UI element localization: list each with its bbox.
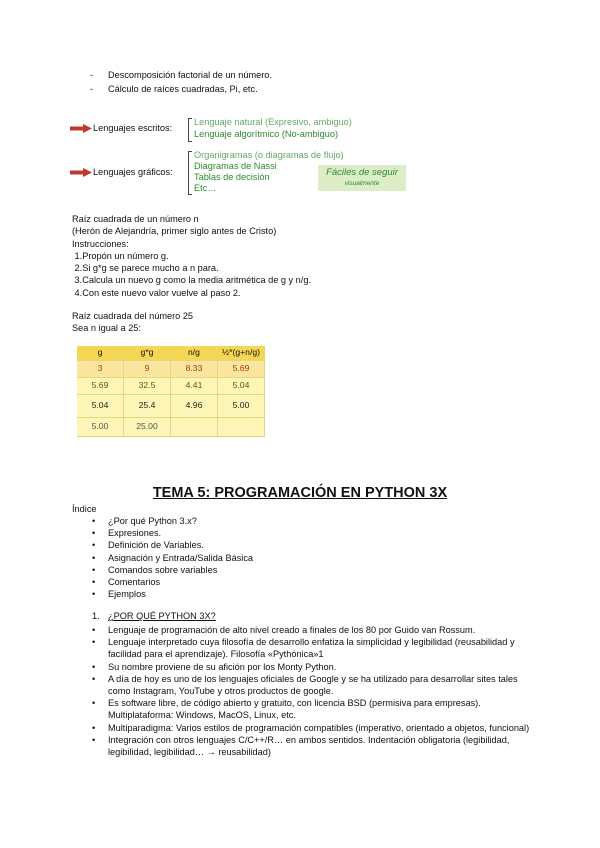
heron-algorithm [72, 214, 311, 336]
section-bullets [92, 624, 532, 758]
section-heading [92, 611, 216, 623]
table-row [77, 418, 265, 437]
list-item [92, 673, 532, 697]
bullet-text: Es software libre, de código abierto y gratuito, con licencia BSD (permisiva para empresas). Multiplataforma: Windows, MacOS, Linux, etc. [108, 698, 481, 721]
index-item: Comandos sobre variables [108, 564, 218, 575]
list-item [90, 84, 272, 98]
table-cell [218, 418, 265, 437]
table-cell: 3 [77, 361, 124, 378]
section-number: 1. [92, 611, 100, 621]
list-item [92, 722, 532, 734]
table-row [77, 395, 265, 418]
heron-line: 4.Con este nuevo valor vuelve al paso 2. [72, 287, 241, 298]
index-item: Expresiones. [108, 528, 162, 539]
section-title: ¿POR QUÉ PYTHON 3X? [108, 611, 216, 621]
heron-line: 3.Calcula un nuevo g como la media aritmética de g y n/g. [72, 275, 312, 286]
written-item: Lenguaje algorítmico (No-ambiguo) [194, 128, 339, 139]
bullet-icon: • [92, 576, 96, 587]
bullet-icon: • [92, 564, 96, 575]
bullet-icon: • [92, 698, 96, 709]
index-list [92, 516, 253, 601]
sqrt-iteration-table [77, 346, 265, 437]
table-cell: 32.5 [124, 378, 171, 395]
table-cell: 5.69 [77, 378, 124, 395]
list-item [92, 661, 532, 673]
table-cell: 5.00 [77, 418, 124, 437]
easy-to-follow-box [318, 165, 406, 191]
heron-line: Raíz cuadrada de un número n [72, 214, 199, 224]
example-line: Sea n igual a 25: [72, 323, 141, 334]
written-item: Lenguaje natural (Expresivo, ambiguo) [194, 117, 352, 127]
list-item [92, 553, 253, 565]
table-row [77, 361, 265, 378]
table-header-row [77, 346, 265, 361]
dash-marker: - [90, 70, 94, 80]
list-item-text: Descomposición factorial de un número. [108, 70, 272, 80]
page-title: TEMA 5: PROGRAMACIÓN EN PYTHON 3X [152, 485, 448, 501]
table-header: n/g [171, 346, 218, 361]
bullet-icon: • [92, 661, 96, 672]
bullet-icon: • [92, 673, 96, 684]
bullet-icon: • [92, 722, 96, 733]
bullet-icon: • [92, 528, 96, 539]
list-item [92, 589, 253, 601]
top-dash-list [90, 70, 272, 98]
table-cell: 25.4 [124, 395, 171, 418]
bullet-icon: • [92, 625, 96, 635]
list-item [92, 565, 253, 577]
table-header: g [77, 346, 124, 361]
written-languages-list [194, 117, 352, 141]
table-header: ½*(g+n/g) [218, 346, 265, 361]
bullet-icon: • [92, 540, 96, 551]
graphic-languages-label: Lenguajes gráficos: [93, 167, 173, 177]
bullet-text: Lenguaje de programación de alto nivel creado a finales de los 80 por Guido van Rossum. [108, 625, 476, 635]
dash-marker: - [90, 84, 94, 94]
index-item: Asignación y Entrada/Salida Básica [108, 552, 254, 563]
index-item: Definición de Variables. [108, 540, 204, 551]
list-item [92, 697, 532, 721]
list-item [92, 734, 532, 758]
box-main-text: Fáciles de seguir [326, 167, 398, 178]
table-cell: 5.69 [218, 361, 265, 378]
list-item-text: Cálculo de raíces cuadradas, Pi, etc. [108, 84, 258, 94]
table-cell: 4.96 [171, 395, 218, 418]
heron-line: 1.Propón un número g. [72, 250, 169, 261]
list-item [90, 70, 272, 84]
bullet-icon: • [92, 552, 96, 563]
red-arrow-icon [70, 168, 92, 177]
table-cell: 5.04 [77, 395, 124, 418]
table-cell [171, 418, 218, 437]
bullet-text: Multiparadigma: Varios estilos de programación compatibles (imperativo, orientado a objetos, funcional) [108, 722, 530, 733]
heron-line: Instrucciones: [72, 238, 129, 249]
heron-line: 2.Si g*g se parece mucho a n para. [72, 263, 219, 274]
written-languages-label: Lenguajes escritos: [93, 123, 173, 133]
index-item: Comentarios [108, 576, 161, 587]
graphic-item: Organigramas (o diagramas de flujo) [194, 150, 344, 160]
graphic-item: Diagramas de Nassi [194, 161, 277, 171]
spacer [72, 300, 311, 311]
bullet-text: Su nombre proviene de su afición por los Monty Python. [108, 661, 337, 672]
list-item [92, 577, 253, 589]
list-item [92, 636, 532, 660]
list-item [92, 624, 532, 636]
graphic-item: Etc… [194, 183, 217, 193]
bullet-text: Lenguaje interpretado cuya filosofía de desarrollo enfatiza la simplicidad y legibilidad (reusabilidad y facilidad para el aprendizaje). Filosofía «Pythónica»1 [108, 637, 515, 660]
graphic-brace [188, 151, 192, 195]
bullet-text: A día de hoy es uno de los lenguajes oficiales de Google y se ha utilizado para desarrollar sites tales como Instagram, YouTube y otros productos de google. [108, 673, 518, 697]
heron-line: (Herón de Alejandría, primer siglo antes de Cristo) [72, 226, 277, 237]
index-item: Ejemplos [108, 589, 146, 600]
table-cell: 4.41 [171, 378, 218, 395]
index-label: Índice [72, 504, 97, 514]
example-line: Raíz cuadrada del número 25 [72, 311, 194, 322]
list-item [92, 528, 253, 540]
red-arrow-icon [70, 124, 92, 133]
bullet-text: Integración con otros lenguajes C/C++/R… en ambos sentidos. Indentación obligatoria (legibilidad, legibilidad, legibilidad… → reusabilidad) [108, 734, 510, 758]
bullet-icon: • [92, 637, 96, 648]
table-cell: 8.33 [171, 361, 218, 378]
table-header: g*g [124, 346, 171, 361]
table-cell: 9 [124, 361, 171, 378]
written-brace [188, 118, 192, 142]
bullet-icon: • [92, 589, 96, 600]
index-item: ¿Por qué Python 3.x? [108, 516, 197, 526]
bullet-icon: • [92, 734, 96, 745]
box-sub-text: visualmente [344, 180, 380, 187]
list-item [92, 516, 253, 528]
table-cell: 5.00 [218, 395, 265, 418]
table-cell: 25.00 [124, 418, 171, 437]
bullet-icon: • [92, 516, 96, 526]
list-item [92, 540, 253, 552]
graphic-item: Tablas de decisión [194, 172, 270, 182]
table-cell: 5.04 [218, 378, 265, 395]
table-row [77, 378, 265, 395]
